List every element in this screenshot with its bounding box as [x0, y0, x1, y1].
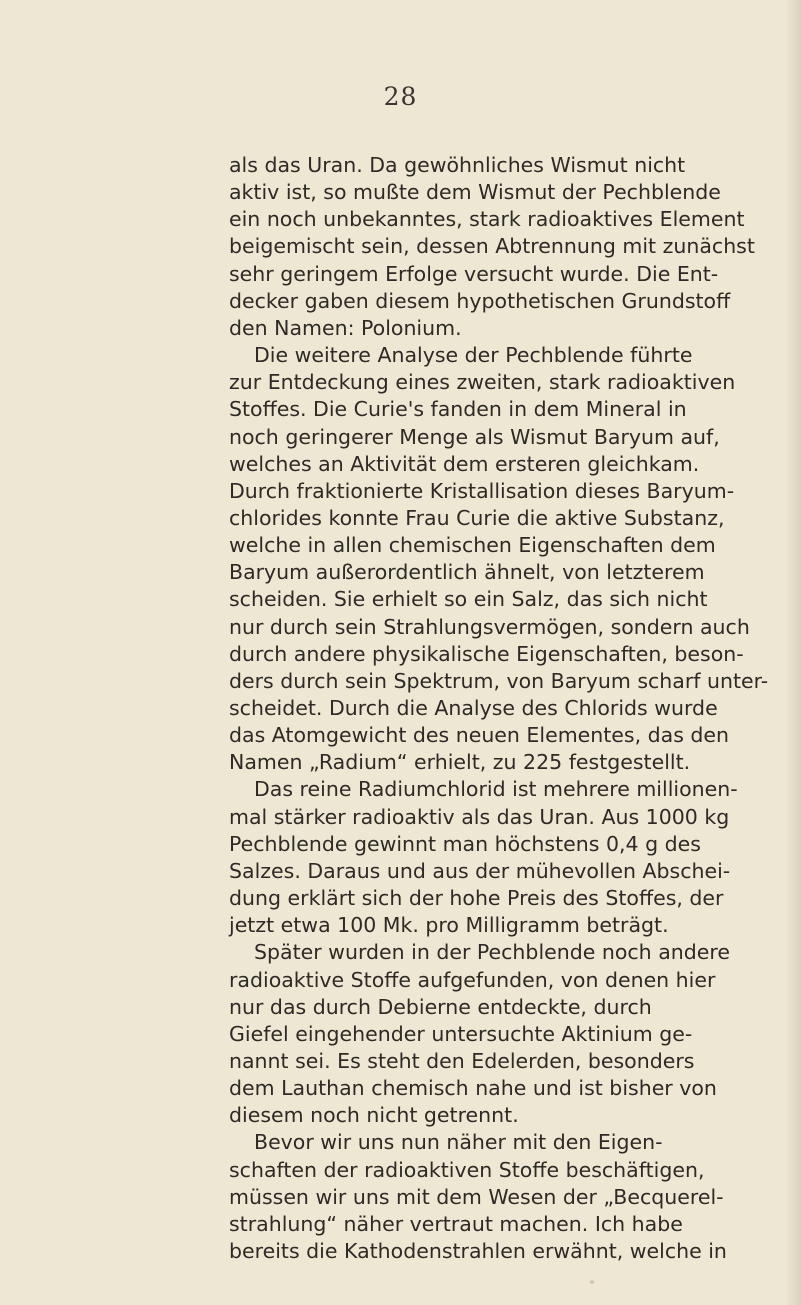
- text-line: den Namen: Polonium.: [229, 315, 462, 340]
- text-line: mal stärker radioaktiv als das Uran. Aus 1000 kg: [229, 804, 730, 829]
- text-line: Später wurden in der Pechblende noch andere: [254, 940, 730, 965]
- text-line: decker gaben diesem hypothetischen Grundstoff: [229, 288, 731, 313]
- text-line: Salzes. Daraus und aus der mühevollen Abschei-: [229, 858, 731, 883]
- paper-speck: [590, 1280, 594, 1284]
- text-line: Durch fraktionierte Kristallisation dieses Baryum-: [229, 478, 735, 503]
- text-line: zur Entdeckung eines zweiten, stark radioaktiven: [229, 370, 736, 395]
- text-line: Stoffes. Die Curie's fanden in dem Mineral in: [229, 397, 687, 422]
- text-line: aktiv ist, so mußte dem Wismut der Pechblende: [229, 180, 721, 205]
- text-line: diesem noch nicht getrennt.: [229, 1103, 519, 1128]
- text-line: Namen „Radium“ erhielt, zu 225 festgestellt.: [229, 750, 691, 775]
- text-line: ein noch unbekanntes, stark radioaktives Element: [229, 207, 745, 232]
- text-line: das Atomgewicht des neuen Elementes, das den: [229, 723, 730, 748]
- text-line: sehr geringem Erfolge versucht wurde. Die Ent-: [229, 261, 719, 286]
- text-line: müssen wir uns mit dem Wesen der „Becquerel-: [229, 1184, 724, 1209]
- text-line: beigemischt sein, dessen Abtrennung mit zunächst: [229, 234, 755, 259]
- text-line: noch geringerer Menge als Wismut Baryum auf,: [229, 424, 720, 449]
- text-line: als das Uran. Da gewöhnliches Wismut nicht: [229, 153, 686, 177]
- text-line: Die weitere Analyse der Pechblende führte: [254, 343, 693, 367]
- text-line: nur das durch Debierne entdeckte, durch: [229, 994, 652, 1019]
- text-line: radioaktive Stoffe aufgefunden, von denen hier: [229, 967, 716, 992]
- text-line: dem Lauthan chemisch nahe und ist bisher von: [229, 1076, 717, 1101]
- text-line: schaften der radioaktiven Stoffe beschäftigen,: [229, 1157, 705, 1182]
- text-line: chlorides konnte Frau Curie die aktive Substanz,: [229, 505, 725, 530]
- text-line: jetzt etwa 100 Mk. pro Milligramm beträgt.: [229, 913, 669, 938]
- text-line: nur durch sein Strahlungsvermögen, sondern auch: [229, 614, 750, 639]
- text-line: durch andere physikalische Eigenschaften, beson-: [229, 641, 744, 666]
- text-line: scheiden. Sie erhielt so ein Salz, das sich nicht: [229, 587, 708, 612]
- text-line: Das reine Radiumchlorid ist mehrere millionen-: [254, 777, 738, 802]
- text-line: nannt sei. Es steht den Edelerden, besonders: [229, 1048, 695, 1073]
- text-line: Giefel eingehender untersuchte Aktinium ge-: [229, 1021, 693, 1046]
- text-line: Bevor wir uns nun näher mit den Eigen-: [254, 1130, 663, 1155]
- text-line: welche in allen chemischen Eigenschaften dem: [229, 533, 716, 558]
- text-line: Pechblende gewinnt man höchstens 0,4 g des: [229, 831, 701, 856]
- text-line: dung erklärt sich der hohe Preis des Stoffes, der: [229, 886, 724, 910]
- text-line: strahlung“ näher vertraut machen. Ich habe: [229, 1211, 683, 1236]
- text-line: Baryum außerordentlich ähnelt, von letzterem: [229, 560, 705, 585]
- page-number: 28: [383, 82, 418, 111]
- text-line: welches an Aktivität dem ersteren gleichkam.: [229, 451, 700, 476]
- text-line: scheidet. Durch die Analyse des Chlorids wurde: [229, 696, 718, 720]
- text-line: ders durch sein Spektrum, von Baryum scharf unter-: [229, 668, 769, 693]
- text-line: bereits die Kathodenstrahlen erwähnt, welche in: [229, 1239, 727, 1263]
